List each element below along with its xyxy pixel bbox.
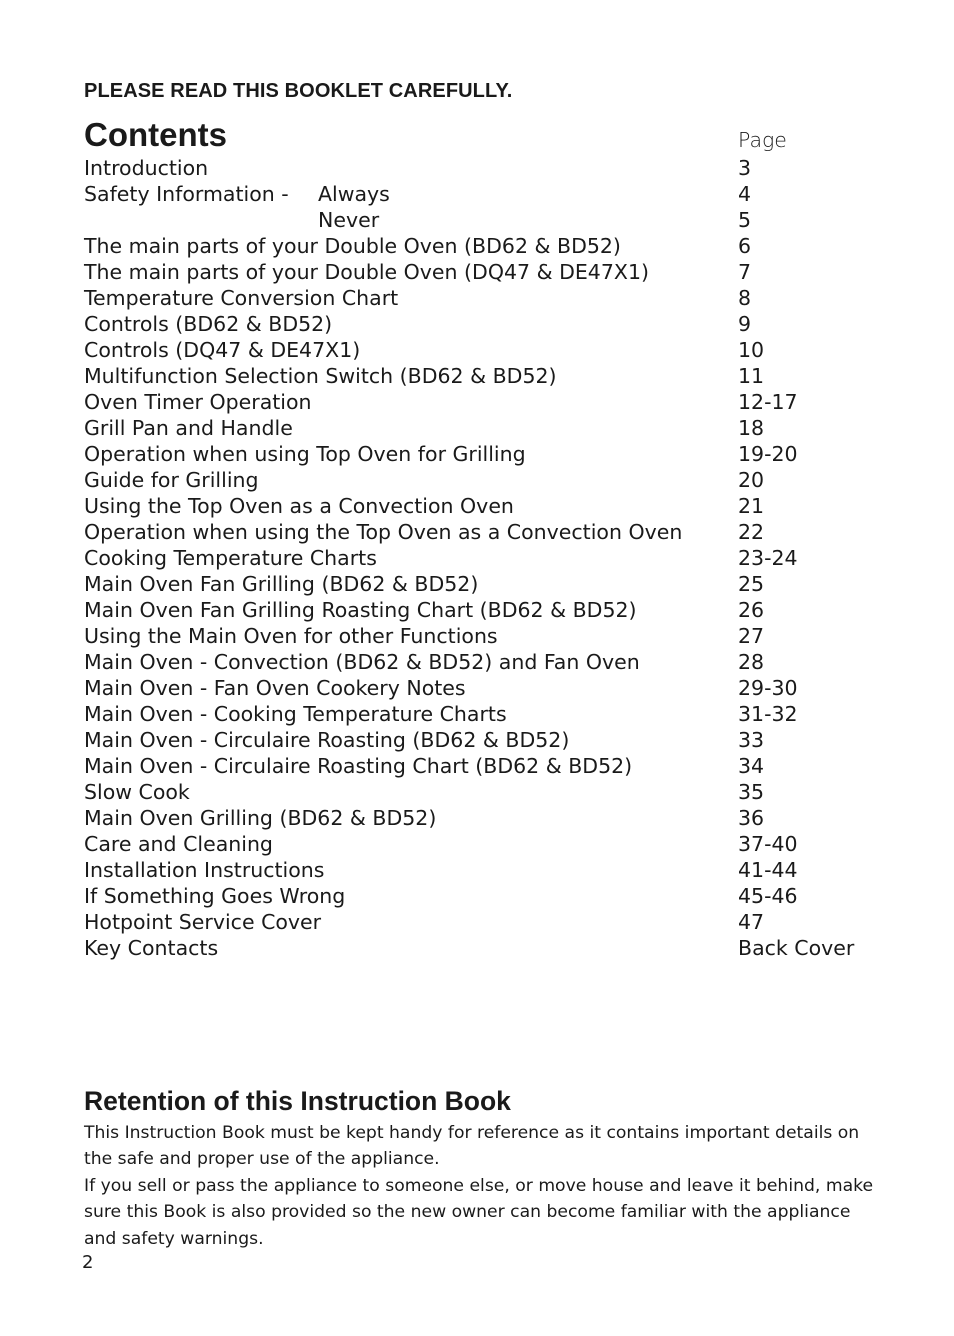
toc-entry	[84, 831, 884, 857]
toc-entry	[84, 649, 884, 675]
toc-entry	[84, 883, 884, 909]
toc-entry-page: 12-17	[738, 390, 798, 414]
toc-entry	[84, 259, 884, 285]
toc-entry-title: The main parts of your Double Oven (DQ47 & DE47X1)	[84, 260, 649, 284]
toc-entry-title: Operation when using the Top Oven as a Convection Oven	[84, 520, 683, 544]
toc-entry-page: 35	[738, 780, 765, 804]
toc-entry-subtitle: Always	[318, 182, 390, 206]
retention-paragraph: This Instruction Book must be kept handy for reference as it contains important details on the safe and proper use of the appliance.	[84, 1123, 860, 1170]
toc-entry-title: The main parts of your Double Oven (BD62 & BD52)	[84, 234, 621, 258]
toc-entry-page: 21	[738, 494, 765, 518]
toc-entry-title: Temperature Conversion Chart	[84, 286, 399, 310]
page-column-label: Page	[738, 128, 787, 152]
toc-entry	[84, 155, 884, 181]
toc-entry-title: Main Oven Grilling (BD62 & BD52)	[84, 806, 437, 830]
toc-entry-page: 23-24	[738, 546, 798, 570]
toc-entry-title: Cooking Temperature Charts	[84, 546, 377, 570]
toc-entry	[84, 597, 884, 623]
toc-entry-page: 9	[738, 312, 752, 336]
retention-body	[84, 1120, 884, 1252]
table-of-contents	[84, 155, 884, 961]
toc-entry-title: Safety Information -	[84, 182, 289, 206]
toc-entry	[84, 545, 884, 571]
toc-entry-page: 37-40	[738, 832, 798, 856]
toc-entry	[84, 909, 884, 935]
toc-entry-title: If Something Goes Wrong	[84, 884, 346, 908]
toc-entry-title: Hotpoint Service Cover	[84, 910, 322, 934]
toc-entry-page: 8	[738, 286, 752, 310]
toc-entry-title: Main Oven - Circulaire Roasting Chart (BD62 & BD52)	[84, 754, 633, 778]
page-number: 2	[82, 1252, 94, 1273]
retention-paragraph: If you sell or pass the appliance to someone else, or move house and leave it behind, make sure this Book is also provided so the new owner can become familiar with the appliance and safety warnings.	[84, 1175, 874, 1249]
toc-entry-title: Slow Cook	[84, 780, 190, 804]
toc-entry	[84, 571, 884, 597]
toc-entry-title: Main Oven Fan Grilling (BD62 & BD52)	[84, 572, 479, 596]
toc-entry	[84, 207, 884, 233]
toc-entry-title: Operation when using Top Oven for Grilling	[84, 442, 526, 466]
toc-entry-title: Using the Main Oven for other Functions	[84, 624, 498, 648]
toc-entry-page: 28	[738, 650, 765, 674]
toc-entry-page: 34	[738, 754, 765, 778]
toc-entry-title: Grill Pan and Handle	[84, 416, 293, 440]
toc-entry	[84, 285, 884, 311]
toc-entry-subtitle: Never	[318, 208, 380, 232]
contents-heading: Contents	[84, 116, 227, 153]
toc-entry-title: Guide for Grilling	[84, 468, 259, 492]
toc-entry	[84, 675, 884, 701]
toc-entry-page: 18	[738, 416, 765, 440]
toc-entry	[84, 753, 884, 779]
toc-entry-title: Oven Timer Operation	[84, 390, 312, 414]
toc-entry-page: 7	[738, 260, 752, 284]
toc-entry-page: 36	[738, 806, 765, 830]
toc-entry-title: Multifunction Selection Switch (BD62 & BD52)	[84, 364, 557, 388]
toc-entry-page: 31-32	[738, 702, 798, 726]
toc-entry-title: Controls (BD62 & BD52)	[84, 312, 333, 336]
toc-entry-page: 29-30	[738, 676, 798, 700]
toc-entry-page: 33	[738, 728, 765, 752]
toc-entry	[84, 727, 884, 753]
toc-entry-title: Main Oven Fan Grilling Roasting Chart (BD62 & BD52)	[84, 598, 637, 622]
toc-entry-page: 41-44	[738, 858, 798, 882]
toc-entry-page: 3	[738, 156, 752, 180]
toc-entry	[84, 181, 884, 207]
toc-entry-page: 11	[738, 364, 765, 388]
toc-entry-title: Main Oven - Circulaire Roasting (BD62 & BD52)	[84, 728, 570, 752]
toc-entry-page: 47	[738, 910, 765, 934]
toc-entry-page: 4	[738, 182, 752, 206]
retention-heading: Retention of this Instruction Book	[84, 1086, 511, 1116]
toc-entry	[84, 493, 884, 519]
toc-entry-page: 25	[738, 572, 765, 596]
toc-entry-page: 10	[738, 338, 765, 362]
toc-entry	[84, 389, 884, 415]
toc-entry-page: 5	[738, 208, 752, 232]
toc-entry-title: Main Oven - Cooking Temperature Charts	[84, 702, 507, 726]
toc-entry-page: 27	[738, 624, 765, 648]
toc-entry	[84, 805, 884, 831]
toc-entry-page: 26	[738, 598, 765, 622]
toc-entry-title: Key Contacts	[84, 936, 219, 960]
read-carefully-notice: PLEASE READ THIS BOOKLET CAREFULLY.	[84, 80, 513, 102]
toc-entry	[84, 467, 884, 493]
toc-entry-title: Using the Top Oven as a Convection Oven	[84, 494, 514, 518]
toc-entry-page: Back Cover	[738, 936, 855, 960]
toc-entry	[84, 337, 884, 363]
toc-entry	[84, 935, 884, 961]
toc-entry	[84, 857, 884, 883]
toc-entry	[84, 441, 884, 467]
toc-entry	[84, 311, 884, 337]
toc-entry-page: 19-20	[738, 442, 798, 466]
toc-entry-title: Introduction	[84, 156, 209, 180]
toc-entry-title: Care and Cleaning	[84, 832, 273, 856]
toc-entry-title: Controls (DQ47 & DE47X1)	[84, 338, 361, 362]
toc-entry	[84, 519, 884, 545]
toc-entry-page: 20	[738, 468, 765, 492]
toc-entry	[84, 233, 884, 259]
toc-entry-title: Main Oven - Fan Oven Cookery Notes	[84, 676, 466, 700]
toc-entry-page: 6	[738, 234, 752, 258]
toc-entry-title: Main Oven - Convection (BD62 & BD52) and Fan Oven	[84, 650, 640, 674]
toc-entry	[84, 701, 884, 727]
toc-entry	[84, 415, 884, 441]
toc-entry	[84, 779, 884, 805]
toc-entry-title: Installation Instructions	[84, 858, 325, 882]
toc-entry	[84, 623, 884, 649]
toc-entry-page: 45-46	[738, 884, 798, 908]
toc-entry	[84, 363, 884, 389]
toc-entry-page: 22	[738, 520, 765, 544]
